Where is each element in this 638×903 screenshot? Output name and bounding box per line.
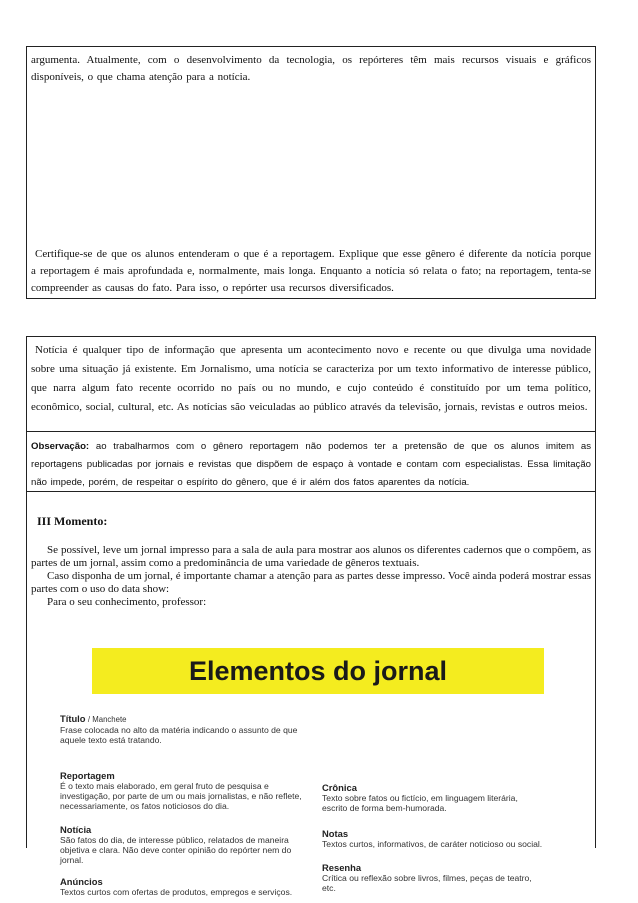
noticia-definition-box — [26, 336, 596, 432]
element-subtitle: / Manchete — [87, 715, 127, 724]
element-description: Textos curtos com ofertas de produtos, empregos e serviços. — [60, 887, 293, 897]
figure-banner-title: Elementos do jornal — [92, 648, 544, 694]
momento-paragraph-1: Se possível, leve um jornal impresso para a sala de aula para mostrar aos alunos os diferentes cadernos que o compõem, as partes de um jornal, assim como a predominância de uma variedade de gêneros textuais. — [31, 544, 591, 569]
element-title: Notas — [322, 828, 349, 839]
observacao-text — [31, 438, 591, 492]
element-anuncios — [60, 877, 310, 897]
observacao-box — [26, 432, 596, 492]
observacao-label: Observação: — [31, 441, 90, 452]
noticia-definition-text: Notícia é qualquer tipo de informação que apresenta um acontecimento novo e recente ou que divulga uma novidade sobre uma situação já existente. Em Jornalismo, uma notícia se caracteriza por um texto informativo de interesse público, que narra algum fato recente ocorrido no país ou no mundo, e cujo conteúdo é constituído por um tema político, econômico, social, cultural, etc. As notícias são veiculadas ao público através da televisão, jornais, revistas e outros meios. — [31, 344, 591, 413]
element-notas — [322, 829, 544, 849]
text-box-reportagem — [26, 46, 596, 299]
element-cronica — [322, 783, 544, 813]
section-heading: III Momento: — [37, 514, 108, 528]
element-reportagem — [60, 771, 310, 811]
element-titulo — [60, 714, 310, 745]
element-description: Texto sobre fatos ou fictício, em linguagem literária, escrito de forma bem-humorada. — [322, 793, 518, 813]
observacao-body: ao trabalharmos com o gênero reportagem não podemos ter a pretensão de que os alunos imitem as reportagens publicadas por jornais e revistas que dispõem de espaço à vontade e contam com especialistas. Essa limitação não impede, porém, de respeitar o espírito do gênero, que é ir além dos fatos aparentes da notícia. — [31, 441, 591, 488]
momento-paragraph-3: Para o seu conhecimento, professor: — [47, 596, 207, 608]
paragraph-certifique: Certifique-se de que os alunos entenderam o que é a reportagem. Explique que esse gênero é diferente da notícia porque a reportagem é mais aprofundada e, normalmente, mais longa. Enquanto a notícia só relata o fato; na reportagem, tenta-se compreender as causas do fato. Para isso, o repórter usa recursos diversificados. — [31, 248, 591, 294]
element-description: É o texto mais elaborado, em geral fruto de pesquisa e investigação, por parte de um ou mais jornalistas, e não reflete, necessariamente, os fatos noticiosos do dia. — [60, 781, 302, 811]
element-description: Crítica ou reflexão sobre livros, filmes, peças de teatro, etc. — [322, 873, 532, 893]
element-title: Título — [60, 713, 86, 724]
momento-paragraph-2: Caso disponha de um jornal, é importante chamar a atenção para as partes desse impresso. Você ainda poderá mostrar essas partes com o uso do data show: — [31, 570, 591, 595]
element-description: Textos curtos, informativos, de caráter noticioso ou social. — [322, 839, 543, 849]
element-resenha — [322, 863, 544, 893]
element-title: Resenha — [322, 862, 362, 873]
element-title: Crônica — [322, 782, 357, 793]
element-description: São fatos do dia, de interesse público, relatados de maneira objetiva e clara. Não deve conter opinião do repórter nem do jornal. — [60, 835, 292, 865]
element-title: Reportagem — [60, 770, 115, 781]
element-description: Frase colocada no alto da matéria indicando o assunto de que aquele texto está tratando. — [60, 725, 298, 745]
elementos-do-jornal-figure — [58, 645, 546, 903]
paragraph-argumenta: argumenta. Atualmente, com o desenvolvimento da tecnologia, os repórteres têm mais recursos visuais e gráficos disponíveis, o que chama atenção para a notícia. — [31, 54, 591, 83]
element-noticia — [60, 825, 310, 865]
element-title: Anúncios — [60, 876, 103, 887]
element-title: Notícia — [60, 824, 92, 835]
